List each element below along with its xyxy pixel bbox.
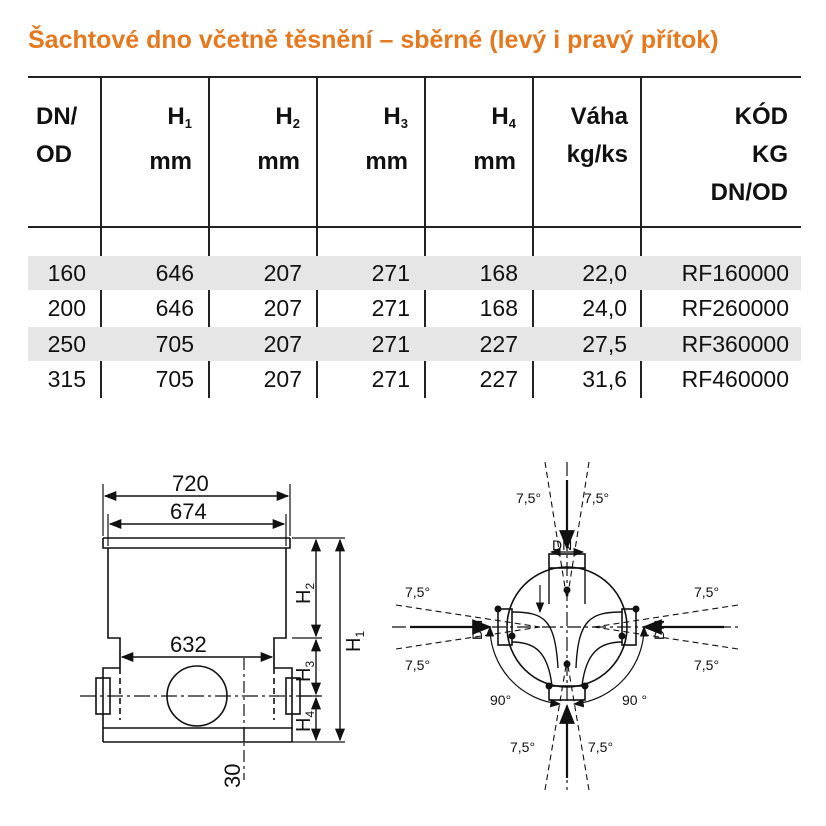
label-h1: $H_1$ bbox=[343, 630, 367, 652]
table-cell: RF460000 bbox=[681, 366, 789, 392]
table-cell: 250 bbox=[47, 331, 86, 357]
table-cell: 271 bbox=[371, 366, 410, 392]
table-cell: 24,0 bbox=[582, 295, 627, 321]
header-dn-od: DN/ OD bbox=[36, 103, 78, 168]
side-view-drawing bbox=[80, 484, 345, 780]
angle-90-right: 90 ° bbox=[622, 692, 648, 708]
table-cell: 271 bbox=[371, 331, 410, 357]
table-cell: 705 bbox=[155, 366, 194, 392]
angle-left-lower: 7,5° bbox=[405, 657, 431, 673]
table-cell: RF260000 bbox=[681, 295, 789, 321]
table-cell: 315 bbox=[47, 366, 86, 392]
table-cell: 207 bbox=[263, 366, 302, 392]
table-cell: 168 bbox=[479, 295, 518, 321]
table-cell: 646 bbox=[155, 260, 194, 286]
table-cell: 207 bbox=[263, 260, 302, 286]
table-cell: 31,6 bbox=[582, 366, 627, 392]
angle-bottom-right: 7,5° bbox=[588, 739, 614, 755]
table-cell: 207 bbox=[263, 331, 302, 357]
dim-bottom: 30 bbox=[220, 763, 245, 788]
table-cell: 227 bbox=[479, 331, 518, 357]
angle-right-lower: 7,5° bbox=[694, 657, 720, 673]
header-h3: $H_3$ mm bbox=[365, 103, 408, 175]
label-h3: $H_3$ bbox=[293, 660, 317, 682]
dim-top-inner: 674 bbox=[170, 499, 207, 524]
angle-left-upper: 7,5° bbox=[405, 584, 431, 600]
table-cell: 271 bbox=[371, 260, 410, 286]
header-weight: Váha kg/ks bbox=[566, 103, 628, 168]
table-cell: 207 bbox=[263, 295, 302, 321]
header-h4: $H_4$ mm bbox=[473, 103, 516, 175]
top-view-drawing bbox=[392, 462, 742, 790]
header-code: KÓD KG DN/OD bbox=[710, 103, 788, 206]
table-cell: 705 bbox=[155, 331, 194, 357]
table-cell: 22,0 bbox=[582, 260, 627, 286]
table-cell: 271 bbox=[371, 295, 410, 321]
table-cell: RF160000 bbox=[681, 260, 789, 286]
angle-90-left: 90° bbox=[490, 692, 512, 708]
header-h2: $H_2$ mm bbox=[257, 103, 300, 175]
table-cell: 160 bbox=[47, 260, 86, 286]
angle-right-upper: 7,5° bbox=[694, 584, 720, 600]
table-cell: 646 bbox=[155, 295, 194, 321]
dim-body-width: 632 bbox=[170, 632, 207, 657]
dim-top-outer: 720 bbox=[172, 471, 209, 496]
table-cell: RF360000 bbox=[681, 331, 789, 357]
angle-bottom-left: 7,5° bbox=[510, 739, 536, 755]
dn-label-right: DN bbox=[651, 619, 667, 640]
header-h1: $H_1$ mm bbox=[149, 103, 192, 175]
table-cell: 168 bbox=[479, 260, 518, 286]
label-h2: $H_2$ bbox=[293, 582, 317, 604]
table-cell: 227 bbox=[479, 366, 518, 392]
label-h4: $H_4$ bbox=[293, 710, 317, 732]
dn-label-left: DN bbox=[469, 619, 485, 640]
table-cell: 27,5 bbox=[582, 331, 627, 357]
page-title: Šachtové dno včetně těsnění – sběrné (levý i pravý přítok) bbox=[28, 26, 719, 54]
table-cell: 200 bbox=[47, 295, 86, 321]
dn-label-top: DN bbox=[552, 537, 573, 553]
angle-top-right: 7,5° bbox=[584, 490, 610, 506]
angle-top-left: 7,5° bbox=[516, 490, 542, 506]
